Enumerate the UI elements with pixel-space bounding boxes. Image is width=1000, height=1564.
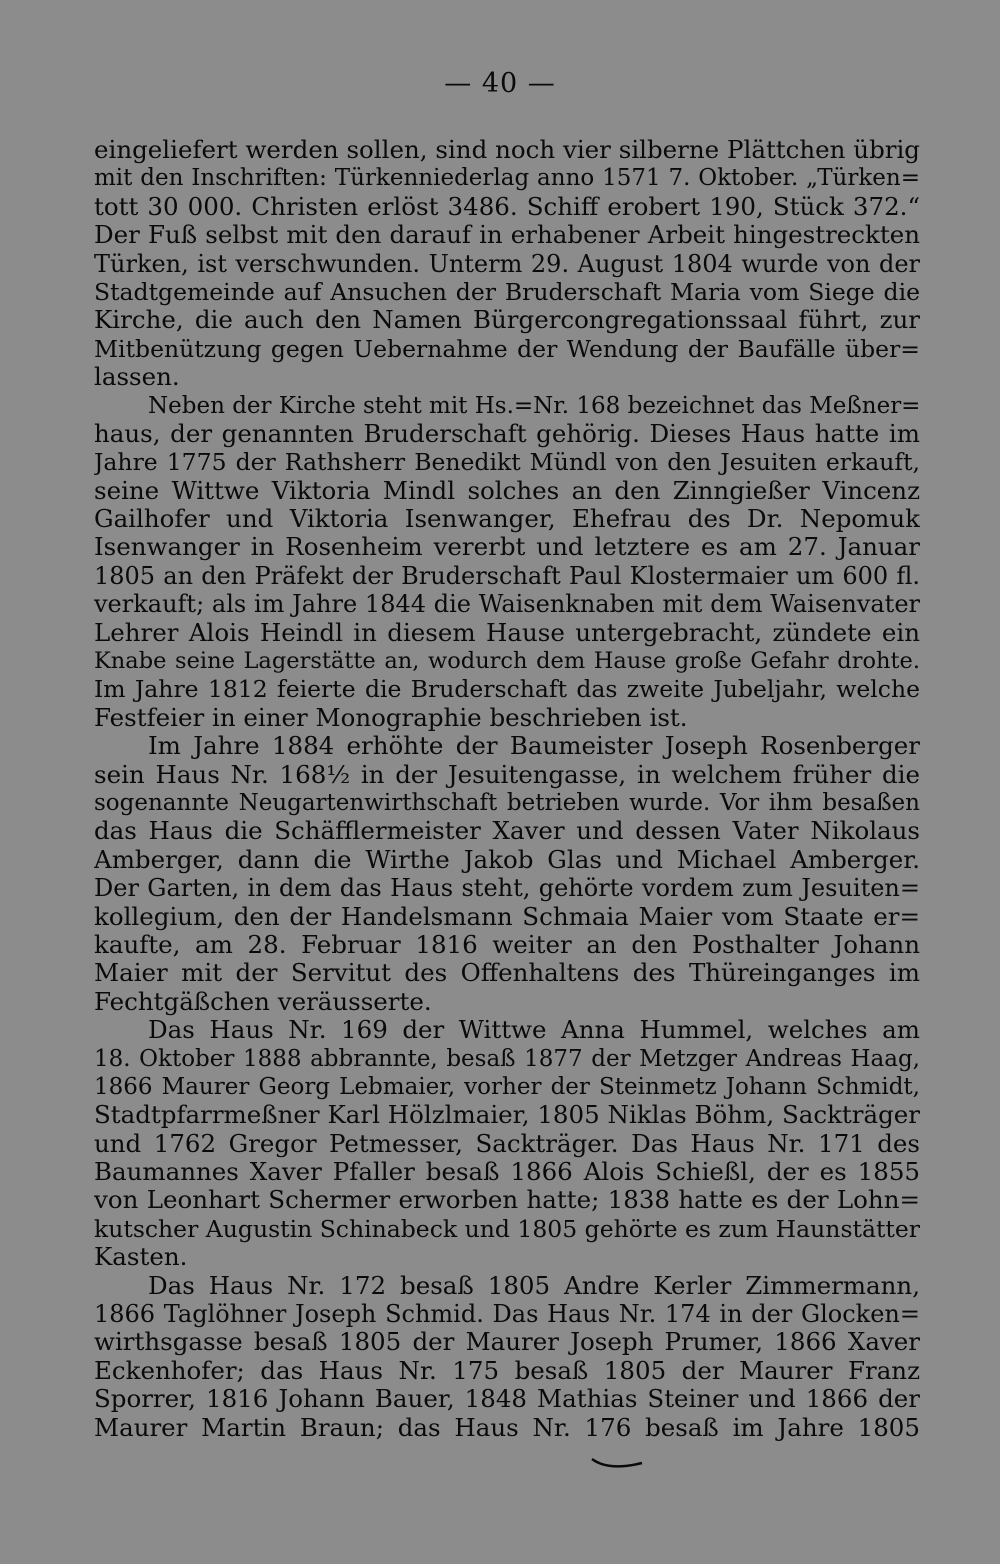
- body-text: [94, 136, 920, 1442]
- text-line: Türken, ist verschwunden. Unterm 29. August 1804 wurde von der: [94, 249, 920, 278]
- text-line: Maurer Martin Braun; das Haus Nr. 176 besaß im Jahre 1805: [94, 1413, 920, 1442]
- text-line: 1866 Taglöhner Joseph Schmid. Das Haus Nr. 174 in der Glocken=: [94, 1300, 920, 1329]
- text-line: 1805 an den Präfekt der Bruderschaft Paul Klostermaier um 600 fl.: [94, 561, 920, 590]
- text-line: Knabe seine Lagerstätte an, wodurch dem Hause große Gefahr drohte.: [94, 648, 920, 675]
- text-line: das Haus die Schäfflermeister Xaver und dessen Vater Nikolaus: [94, 817, 920, 846]
- text-line: Stadtpfarrmeßner Karl Hölzlmaier, 1805 Niklas Böhm, Sackträger: [94, 1101, 920, 1130]
- text-line: kutscher Augustin Schinabeck und 1805 gehörte es zum Haunstätter: [94, 1214, 920, 1243]
- ink-underline-mark: [590, 1456, 644, 1470]
- text-line: Der Fuß selbst mit den darauf in erhabener Arbeit hingestreckten: [94, 221, 920, 250]
- text-line: mit den Inschriften: Türkenniederlag anno 1571 7. Oktober. „Türken=: [94, 165, 920, 192]
- text-line: von Leonhart Schermer erworben hatte; 1838 hatte es der Lohn=: [94, 1186, 920, 1215]
- text-line: Im Jahre 1812 feierte die Bruderschaft das zweite Jubeljahr, welche: [94, 675, 920, 704]
- text-line: Der Garten, in dem das Haus steht, gehörte vordem zum Jesuiten=: [94, 874, 920, 903]
- text-line: Maier mit der Servitut des Offenhaltens des Thüreinganges im: [94, 959, 920, 988]
- text-line: Eckenhofer; das Haus Nr. 175 besaß 1805 der Maurer Franz: [94, 1356, 920, 1385]
- text-line: seine Wittwe Viktoria Mindl solches an den Zinngießer Vincenz: [94, 476, 920, 505]
- text-line: eingeliefert werden sollen, sind noch vier silberne Plättchen übrig: [94, 136, 920, 164]
- paragraph-first-line: Neben der Kirche steht mit Hs.=Nr. 168 bezeichnet das Meßner=: [148, 392, 920, 419]
- text-line: sein Haus Nr. 168½ in der Jesuitengasse, in welchem früher die: [94, 760, 920, 789]
- text-line: Kirche, die auch den Namen Bürgercongregationssaal führt, zur: [94, 306, 920, 335]
- text-line: Amberger, dann die Wirthe Jakob Glas und Michael Amberger.: [94, 845, 920, 874]
- page-number: — 40 —: [444, 68, 556, 99]
- text-line: Festfeier in einer Monographie beschrieben ist.: [94, 703, 688, 732]
- text-line: 18. Oktober 1888 abbrannte, besaß 1877 der Metzger Andreas Haag,: [94, 1045, 920, 1072]
- text-line: Kasten.: [94, 1243, 188, 1272]
- paragraph-first-line: Im Jahre 1884 erhöhte der Baumeister Joseph Rosenberger: [148, 732, 920, 761]
- text-line: 1866 Maurer Georg Lebmaier, vorher der Steinmetz Johann Schmidt,: [94, 1073, 920, 1100]
- text-line: tott 30 000. Christen erlöst 3486. Schiff erobert 190, Stück 372.“: [94, 192, 920, 221]
- text-line: kollegium, den der Handelsmann Schmaia Maier vom Staate er=: [94, 902, 920, 931]
- text-line: wirthsgasse besaß 1805 der Maurer Joseph Prumer, 1866 Xaver: [94, 1328, 920, 1357]
- text-line: haus, der genannten Bruderschaft gehörig. Dieses Haus hatte im: [94, 419, 920, 448]
- text-line: Sporrer, 1816 Johann Bauer, 1848 Mathias Steiner und 1866 der: [94, 1385, 920, 1414]
- paragraph-first-line: Das Haus Nr. 169 der Wittwe Anna Hummel, welches am: [148, 1016, 920, 1045]
- text-line: und 1762 Gregor Petmesser, Sackträger. Das Haus Nr. 171 des: [94, 1129, 920, 1158]
- text-line: Mitbenützung gegen Uebernahme der Wendung der Baufälle über=: [94, 334, 920, 363]
- text-line: Baumannes Xaver Pfaller besaß 1866 Alois Schießl, der es 1855: [94, 1158, 920, 1187]
- text-line: Stadtgemeinde auf Ansuchen der Bruderschaft Maria vom Siege die: [94, 277, 920, 306]
- text-line: sogenannte Neugartenwirthschaft betrieben wurde. Vor ihm besaßen: [94, 789, 920, 816]
- text-line: Jahre 1775 der Rathsherr Benedikt Mündl von den Jesuiten erkauft,: [94, 448, 920, 477]
- paragraph-first-line: Das Haus Nr. 172 besaß 1805 Andre Kerler Zimmermann,: [148, 1271, 920, 1300]
- text-line: kaufte, am 28. Februar 1816 weiter an den Posthalter Johann: [94, 930, 920, 959]
- text-line: Lehrer Alois Heindl in diesem Hause untergebracht, zündete ein: [94, 618, 920, 647]
- text-line: Isenwanger in Rosenheim vererbt und letztere es am 27. Januar: [94, 533, 920, 562]
- text-line: Gailhofer und Viktoria Isenwanger, Ehefrau des Dr. Nepomuk: [94, 505, 920, 534]
- text-line: Fechtgäßchen veräusserte.: [94, 987, 432, 1016]
- text-line: lassen.: [94, 363, 180, 392]
- text-line: verkauft; als im Jahre 1844 die Waisenknaben mit dem Waisenvater: [94, 590, 920, 619]
